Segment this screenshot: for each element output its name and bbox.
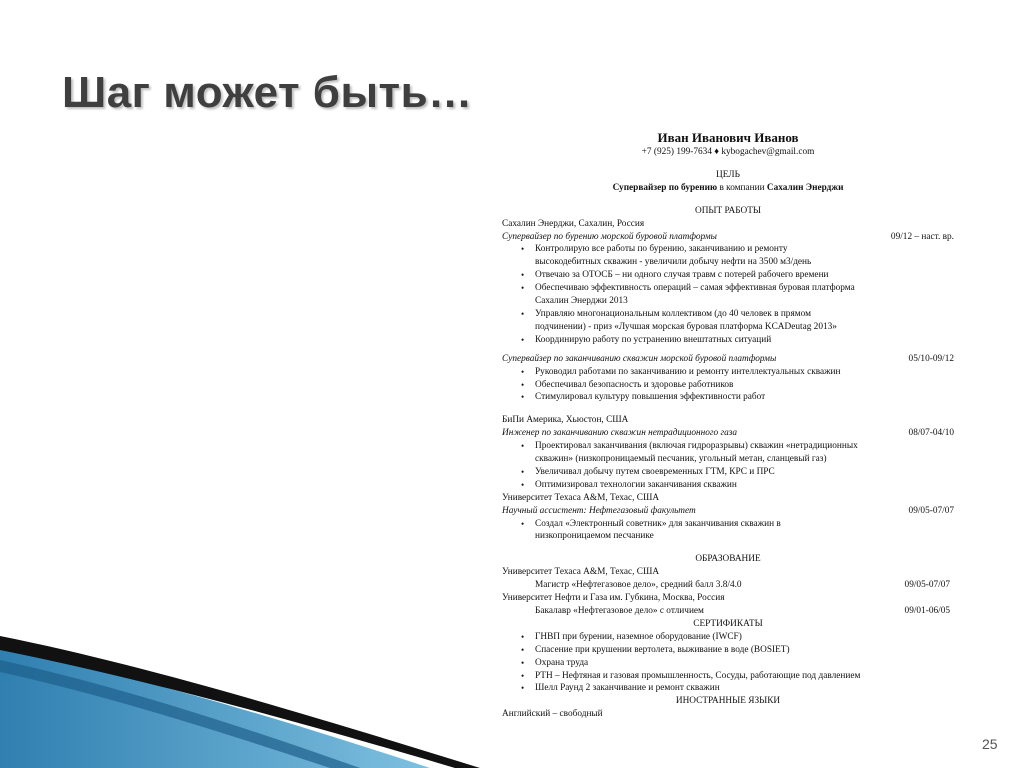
page-number: 25 (982, 736, 998, 752)
job2-header: Супервайзер по заканчиванию скважин морской буровой платформы 05/10-09/12 (502, 353, 954, 364)
list-item: • Управляю многонациональным коллективом (до 40 человек в прямом (502, 308, 954, 321)
list-item: • Проектировал заканчивания (включая гидроразрывы) скважин «нетрадиционных (502, 440, 954, 453)
objective-heading: ЦЕЛЬ (716, 169, 740, 180)
job4-employer: Университет Техаса A&M, Техас, США (502, 492, 660, 503)
list-item: высокодебитных скважин - увеличили добычу нефти на 3500 м3/день (535, 257, 812, 268)
job2-bullets (502, 366, 954, 405)
list-item: • Увеличивал добычу путем своевременных ГТМ, КРС и ПРС (502, 466, 954, 479)
resume-document (502, 130, 954, 721)
job1-employer: Сахалин Энерджи, Сахалин, Россия (502, 218, 645, 229)
list-item: подчинении) - приз «Лучшая морская буровая платформа KCADeutag 2013» (535, 321, 837, 332)
list-item: • Обеспечиваю эффективность операций – самая эффективная буровая платформа (502, 282, 954, 295)
list-item: скважин» (низкопроницаемый песчаник, угольный метан, сланцевый газ) (535, 454, 827, 465)
list-item: • Обеспечивал безопасность и здоровье работников (502, 379, 954, 392)
languages-text: Английский – свободный (502, 709, 603, 720)
job4-header: Научный ассистент: Нефтегазовый факультет 09/05-07/07 (502, 505, 954, 516)
certificates-heading: СЕРТИФИКАТЫ (693, 618, 763, 629)
list-item: низкопроницаемом песчанике (535, 531, 654, 542)
list-item: • Создал «Электронный советник» для заканчивания скважин в (502, 518, 954, 531)
list-item: • Охрана труда (502, 657, 954, 670)
list-item: • Координирую работу по устранению внештатных ситуаций (502, 334, 954, 347)
edu2-degree: Бакалавр «Нефтегазовое дело» с отличием 09/01-06/05 (535, 606, 950, 616)
slide-title: Шаг может быть… (62, 68, 473, 117)
job4-bullets (502, 518, 954, 544)
list-item: • Спасение при крушении вертолета, выживание в воде (BOSIET) (502, 644, 954, 657)
job3-employer: БиПи Америка, Хьюстон, США (502, 415, 629, 426)
education-heading: ОБРАЗОВАНИЕ (695, 554, 761, 565)
job1-header: Супервайзер по бурению морской буровой платформы 09/12 – наст. вр. (502, 231, 954, 242)
job1-bullets (502, 243, 954, 346)
languages-heading: ИНОСТРАННЫЕ ЯЗЫКИ (675, 696, 781, 707)
resume-contacts: +7 (925) 199-7634 ♦ kybogachev@gmail.com (641, 147, 815, 157)
edu1-institution: Университет Техаса A&M, Техас, США (502, 567, 660, 578)
list-item: • Стимулировал культуру повышения эффективности работ (502, 391, 954, 404)
experience-heading: ОПЫТ РАБОТЫ (694, 205, 761, 216)
list-item: Сахалин Энерджи 2013 (535, 296, 628, 307)
list-item: • Шелл Раунд 2 заканчивание и ремонт скважин (502, 682, 954, 695)
job3-bullets (502, 440, 954, 492)
edu1-degree: Магистр «Нефтегазовое дело», средний балл 3.8/4.0 09/05-07/07 (535, 580, 950, 591)
list-item: • Контролирую все работы по бурению, заканчиванию и ремонту (502, 243, 954, 256)
objective-text: Супервайзер по бурению в компании Сахалин Энерджи (612, 182, 844, 193)
list-item: • Руководил работами по заканчиванию и ремонту интеллектуальных скважин (502, 366, 954, 379)
list-item: • Оптимизировал технологии заканчивания скважин (502, 479, 954, 492)
edu2-institution: Университет Нефти и Газа им. Губкина, Москва, Россия (502, 593, 725, 604)
job3-header: Инженер по заканчиванию скважин нетрадиционного газа 08/07-04/10 (502, 428, 954, 439)
resume-name: Иван Иванович Иванов (657, 130, 799, 145)
list-item: • РТН – Нефтяная и газовая промышленность, Сосуды, работающие под давлением (502, 670, 954, 683)
list-item: • Отвечаю за ОТОСБ – ни одного случая травм с потерей рабочего времени (502, 269, 954, 282)
certificates-list (502, 631, 954, 696)
list-item: • ГНВП при бурении, наземное оборудование (IWCF) (502, 631, 954, 644)
